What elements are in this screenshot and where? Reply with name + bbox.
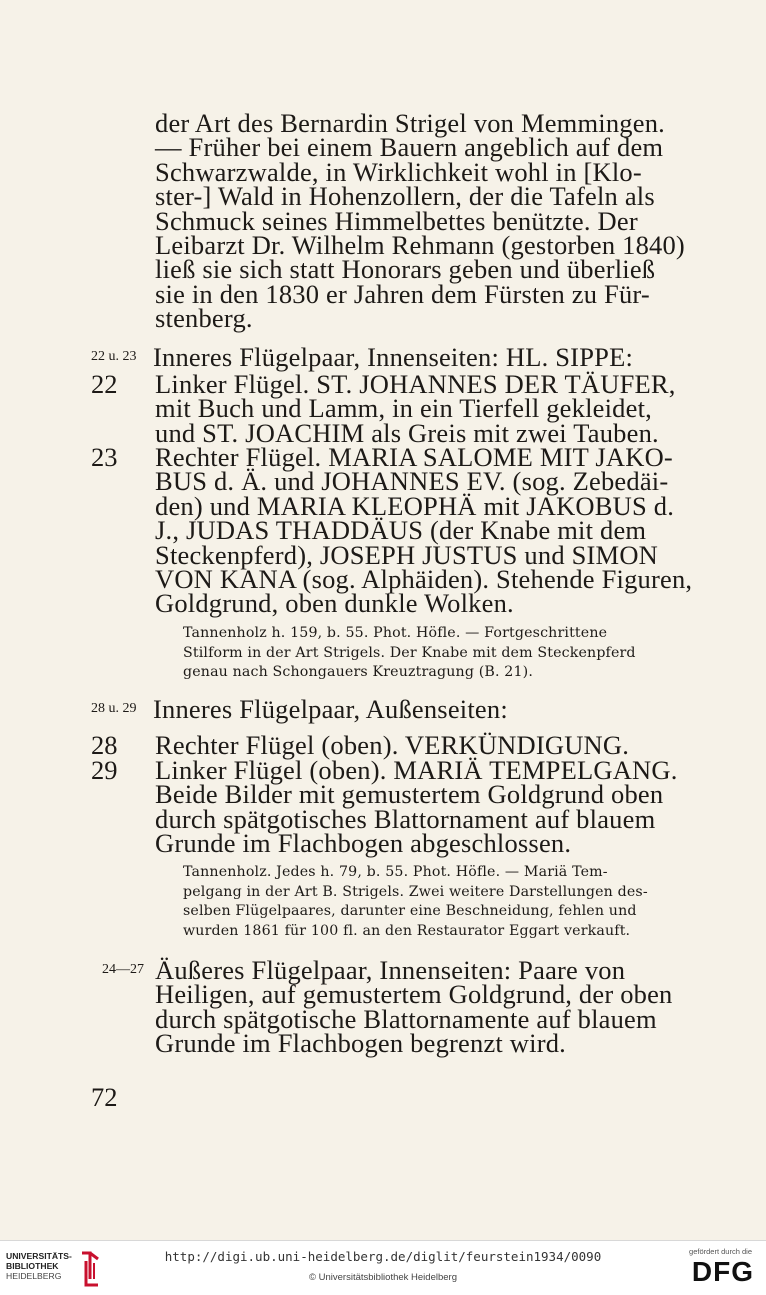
text-line: stenberg. [155,303,253,334]
page-number: 72 [91,1082,118,1112]
section-heading: Inneres Flügelpaar, Innenseiten: HL. SIPPE: [153,342,634,372]
item-23 [155,442,693,619]
item-number: 29 [91,755,118,785]
text-line: mit Buch und Lamm, in ein Tierfell gekleidet, [155,393,652,424]
dfg-logo: DFG [691,1256,754,1287]
text-line: Heiligen, auf gemustertem Goldgrund, der oben [155,979,673,1010]
section-heading: Inneres Flügelpaar, Außenseiten: [153,694,508,724]
text-line: durch spätgotische Blattornamente auf blauem [155,1003,657,1034]
note-technical-2 [183,863,683,941]
text-line: Leibarzt Dr. Wilhelm Rehmann (gestorben 1840) [155,230,685,261]
text-line: Rechter Flügel. MARIA SALOME MIT JAKO- [155,442,673,472]
text-line: Linker Flügel (oben). MARIÄ TEMPELGANG. [155,755,678,785]
text-line: BUS d. Ä. und JOHANNES EV. (sog. Zebedäi- [155,466,669,497]
section-prefix: 22 u. 23 [91,349,137,364]
item-29 [155,755,685,859]
section-3 [155,955,685,1059]
text-line: sie in den 1830 er Jahren dem Fürsten zu Für- [155,278,650,309]
note-line: pelgang in der Art B. Strigels. Zwei weitere Darstellungen des- [183,883,648,900]
paragraph-provenance [155,108,685,334]
text-line: Steckenpferd), JOSEPH JUSTUS und SIMON [155,539,658,570]
note-line: genau nach Schongauers Kreuztragung (B. 21). [183,664,533,680]
text-line: ster-] Wald in Hohenzollern, der die Tafeln als [155,181,655,212]
text-line: Grunde im Flachbogen begrenzt wird. [155,1028,567,1059]
item-number: 22 [91,369,118,399]
item-28: Rechter Flügel (oben). VERKÜNDIGUNG. [155,730,630,760]
note-line: selben Flügelpaares, darunter eine Beschneidung, fehlen und [183,903,637,919]
text-line: Beide Bilder mit gemustertem Goldgrund oben [155,779,664,810]
text-line: Schwarzwalde, in Wirklichkeit wohl in [Klo- [155,156,642,187]
viewer-footer [0,1240,766,1295]
funded-by-label: gefördert durch die [689,1247,752,1256]
text-line: den) und MARIA KLEOPHÄ mit JAKOBUS d. [155,490,675,521]
item-number: 28 [91,730,118,760]
library-line: HEIDELBERG [6,1271,62,1281]
text-line: VON KANA (sog. Alphäiden). Stehende Figuren, [155,564,693,595]
note-line: Tannenholz h. 159, b. 55. Phot. Höfle. — Fortgeschrittene [183,625,608,641]
text-line: und ST. JOACHIM als Greis mit zwei Tauben. [155,417,659,448]
note-technical-1 [183,624,683,683]
text-line: Grunde im Flachbogen abgeschlossen. [155,828,572,859]
note-line: Tannenholz. Jedes h. 79, b. 55. Phot. Höfle. — Mariä Tem- [183,864,608,880]
text-line: Schmuck seines Himmelbettes benützte. Der [155,205,638,236]
text-line: Goldgrund, oben dunkle Wolken. [155,588,514,619]
section-prefix: 24—27 [102,962,144,977]
text-line: ließ sie sich statt Honorars geben und überließ [155,254,656,285]
permalink-url[interactable]: http://digi.ub.uni-heidelberg.de/diglit/feurstein1934/0090 [164,1249,602,1264]
text-line: durch spätgotisches Blattornament auf blauem [155,803,656,834]
note-line: Stilform in der Art Strigels. Der Knabe mit dem Steckenpferd [183,644,636,661]
text-line: der Art des Bernardin Strigel von Memmingen. [155,108,665,138]
library-line: BIBLIOTHEK [6,1261,59,1271]
text-line: Äußeres Flügelpaar, Innenseiten: Paare von [155,955,626,985]
text-line: Linker Flügel. ST. JOHANNES DER TÄUFER, [155,369,676,399]
library-line: UNIVERSITÄTS- [6,1251,72,1261]
section-prefix: 28 u. 29 [91,701,137,716]
item-number: 23 [91,442,118,472]
text-line: J., JUDAS THADDÄUS (der Knabe mit dem [155,515,647,546]
copyright-notice: © Universitätsbibliothek Heidelberg [309,1272,457,1283]
note-line: wurden 1861 für 100 fl. an den Restaurator Eggart verkauft. [183,922,631,939]
item-22 [155,369,685,448]
text-line: — Früher bei einem Bauern angeblich auf dem [155,132,664,163]
